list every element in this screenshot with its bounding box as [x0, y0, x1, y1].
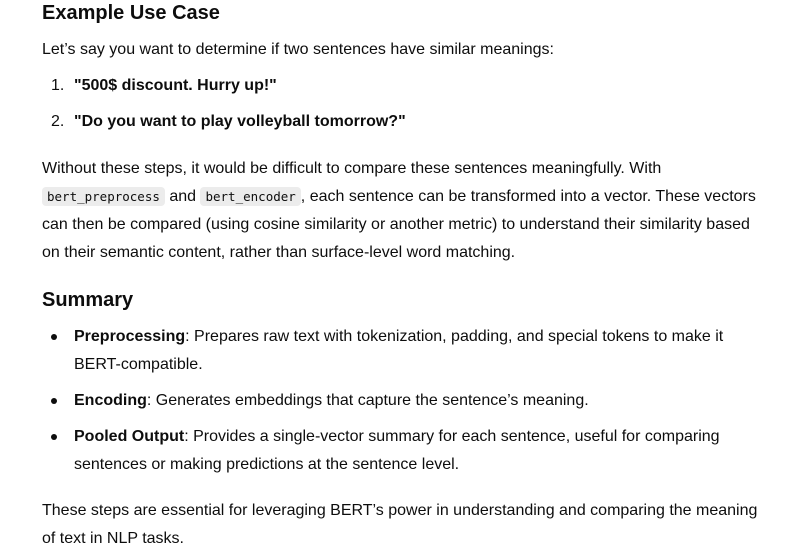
list-number: 1. [51, 77, 65, 94]
paragraph-text: and [164, 188, 201, 205]
summary-heading: Summary [42, 289, 134, 311]
list-item [42, 72, 758, 100]
summary-desc: : Provides a single-vector summary for each sentence, useful for comparing sentences or making predictions at the sentence level. [74, 428, 720, 473]
list-item [42, 323, 758, 379]
paragraph-text: Without these steps, it would be difficult to compare these sentences meaningfully. With [42, 160, 662, 177]
summary-list [42, 323, 758, 487]
list-number: 2. [51, 113, 65, 130]
summary-term: Pooled Output [74, 428, 185, 445]
summary-term: Encoding [74, 392, 147, 409]
example-paragraph [42, 155, 758, 267]
summary-desc: : Prepares raw text with tokenization, padding, and special tokens to make it BERT-compatible. [74, 328, 724, 373]
example-heading: Example Use Case [42, 2, 220, 24]
conclusion-paragraph: These steps are essential for leveraging BERT’s power in understanding and comparing the meaning of text in NLP tasks. [42, 502, 758, 547]
list-item [42, 387, 758, 415]
paragraph-text: , each sentence can be transformed into a vector. These vectors can then be compared (using cosine similarity or another metric) to understand their similarity based on their semantic content, rather than surface-level word matching. [42, 188, 756, 261]
sentence-text: "500$ discount. Hurry up!" [74, 77, 277, 94]
summary-desc: : Generates embeddings that capture the sentence’s meaning. [146, 392, 589, 409]
example-intro: Let’s say you want to determine if two sentences have similar meanings: [42, 41, 554, 58]
inline-code-bert-encoder: bert_encoder [200, 187, 300, 206]
bullet-icon [51, 398, 57, 404]
sentence-text: "Do you want to play volleyball tomorrow?" [74, 113, 406, 130]
bullet-icon [51, 434, 57, 440]
list-item [42, 423, 758, 479]
list-item [42, 108, 758, 136]
inline-code-bert-preprocess: bert_preprocess [42, 187, 165, 206]
bullet-icon [51, 334, 57, 340]
sentence-list [42, 72, 758, 144]
summary-term: Preprocessing [74, 328, 186, 345]
